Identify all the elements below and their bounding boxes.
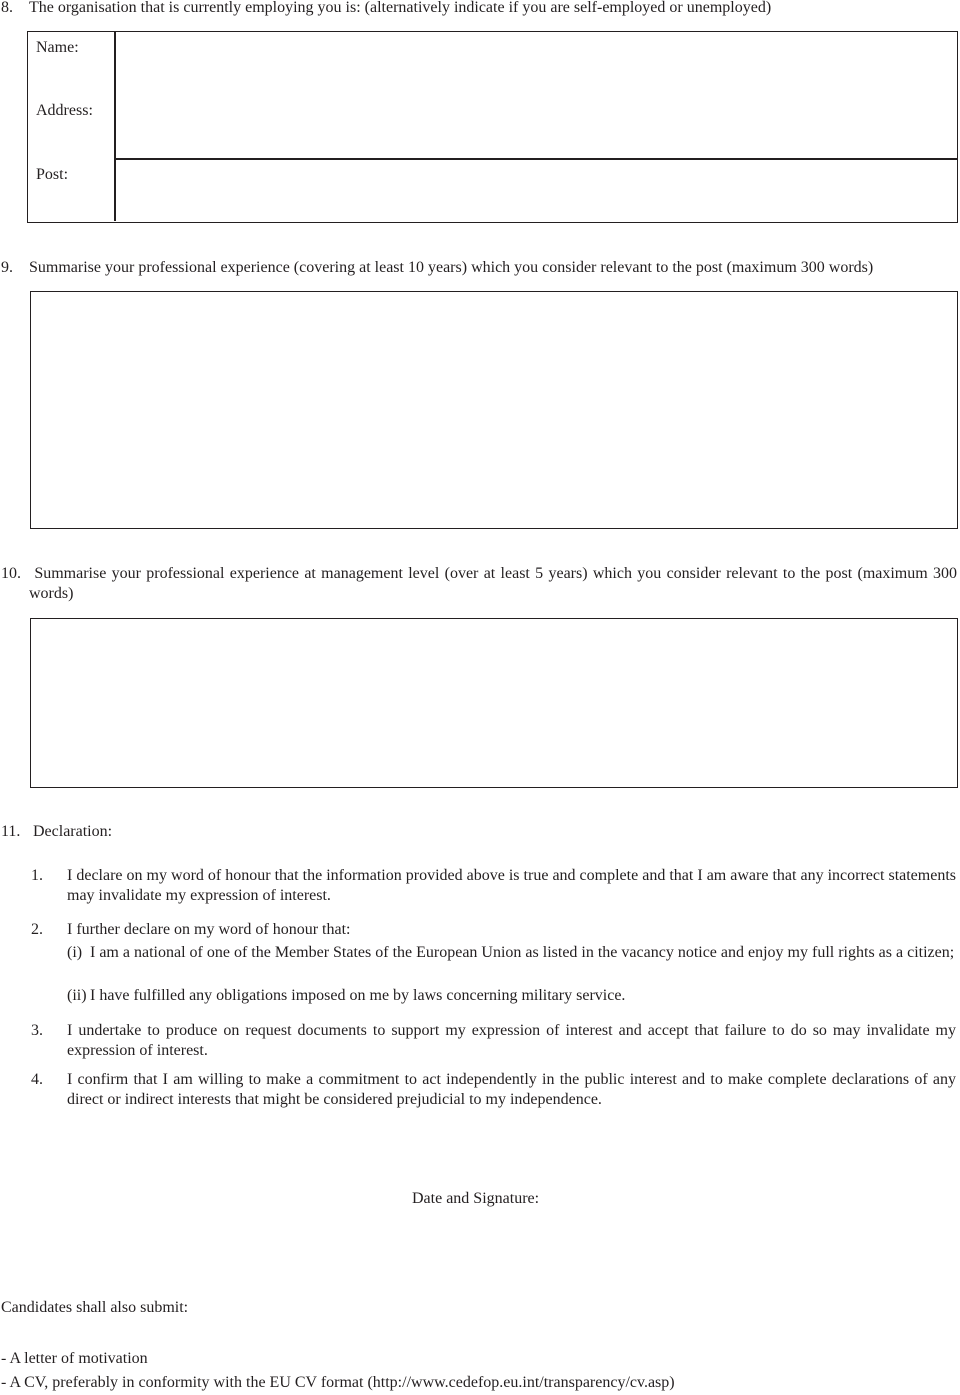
date-signature-label: Date and Signature: bbox=[412, 1190, 540, 1207]
employer-address-label: Address: bbox=[36, 102, 93, 119]
item-number: 1. bbox=[31, 867, 43, 884]
submission-intro: Candidates shall also submit: bbox=[1, 1299, 189, 1316]
declaration-item bbox=[0, 1070, 958, 1110]
question-number: 9. bbox=[1, 259, 13, 276]
employer-name-field[interactable] bbox=[118, 34, 953, 94]
sub-item-text: I am a national of one of the Member States of the European Union as listed in the vacancy notice and enjoy my full rights as a citizen; bbox=[90, 944, 955, 961]
question-number: 10. bbox=[1, 565, 21, 582]
item-text: I confirm that I am willing to make a commitment to act independently in the public interest and to make complete declarations of any direct or indirect interests that might be considered prejudicial to my independence. bbox=[67, 1071, 956, 1108]
submission-item: - A letter of motivation bbox=[1, 1350, 148, 1367]
declaration-item bbox=[0, 920, 958, 1010]
professional-experience-field[interactable] bbox=[30, 291, 958, 529]
sub-item bbox=[0, 986, 958, 1006]
item-text: I undertake to produce on request documents to support my expression of interest and accept that failure to do so may invalidate my expression of interest. bbox=[67, 1022, 956, 1059]
sub-item bbox=[0, 943, 958, 983]
employer-post-field[interactable] bbox=[118, 161, 953, 219]
declaration-item bbox=[0, 1021, 958, 1061]
declaration-title: Declaration: bbox=[33, 823, 113, 840]
item-text: I declare on my word of honour that the information provided above is true and complete and that I am aware that any incorrect statements may invalidate my expression of interest. bbox=[67, 867, 956, 904]
sub-item-text: I have fulfilled any obligations imposed on me by laws concerning military service. bbox=[90, 987, 626, 1004]
employer-address-field[interactable] bbox=[118, 96, 953, 156]
table-divider bbox=[114, 32, 116, 221]
item-number: 3. bbox=[31, 1022, 43, 1039]
question-text: Summarise your professional experience (covering at least 10 years) which you consider relevant to the post (maximum 300 words) bbox=[29, 259, 874, 276]
employer-post-label: Post: bbox=[36, 166, 69, 183]
sub-item-number: (ii) bbox=[67, 987, 87, 1004]
employer-name-label: Name: bbox=[36, 39, 79, 56]
question-number: 11. bbox=[1, 823, 21, 840]
item-number: 2. bbox=[31, 921, 43, 938]
table-divider bbox=[114, 158, 957, 160]
employer-table bbox=[27, 31, 958, 223]
question-number: 8. bbox=[1, 0, 13, 16]
question-text: Summarise your professional experience at management level (over at least 5 years) which you consider relevant to the post (maximum 300 words) bbox=[29, 565, 958, 602]
submission-item: - A CV, preferably in conformity with the EU CV format (http://www.cedefop.eu.int/transparency/cv.asp) bbox=[1, 1374, 675, 1391]
item-text: I further declare on my word of honour that: bbox=[67, 921, 351, 938]
declaration-item bbox=[0, 866, 958, 906]
management-experience-field[interactable] bbox=[30, 618, 958, 788]
item-number: 4. bbox=[31, 1071, 43, 1088]
question-text: The organisation that is currently employing you is: (alternatively indicate if you are self-employed or unemployed) bbox=[29, 0, 772, 16]
sub-item-number: (i) bbox=[67, 944, 83, 961]
